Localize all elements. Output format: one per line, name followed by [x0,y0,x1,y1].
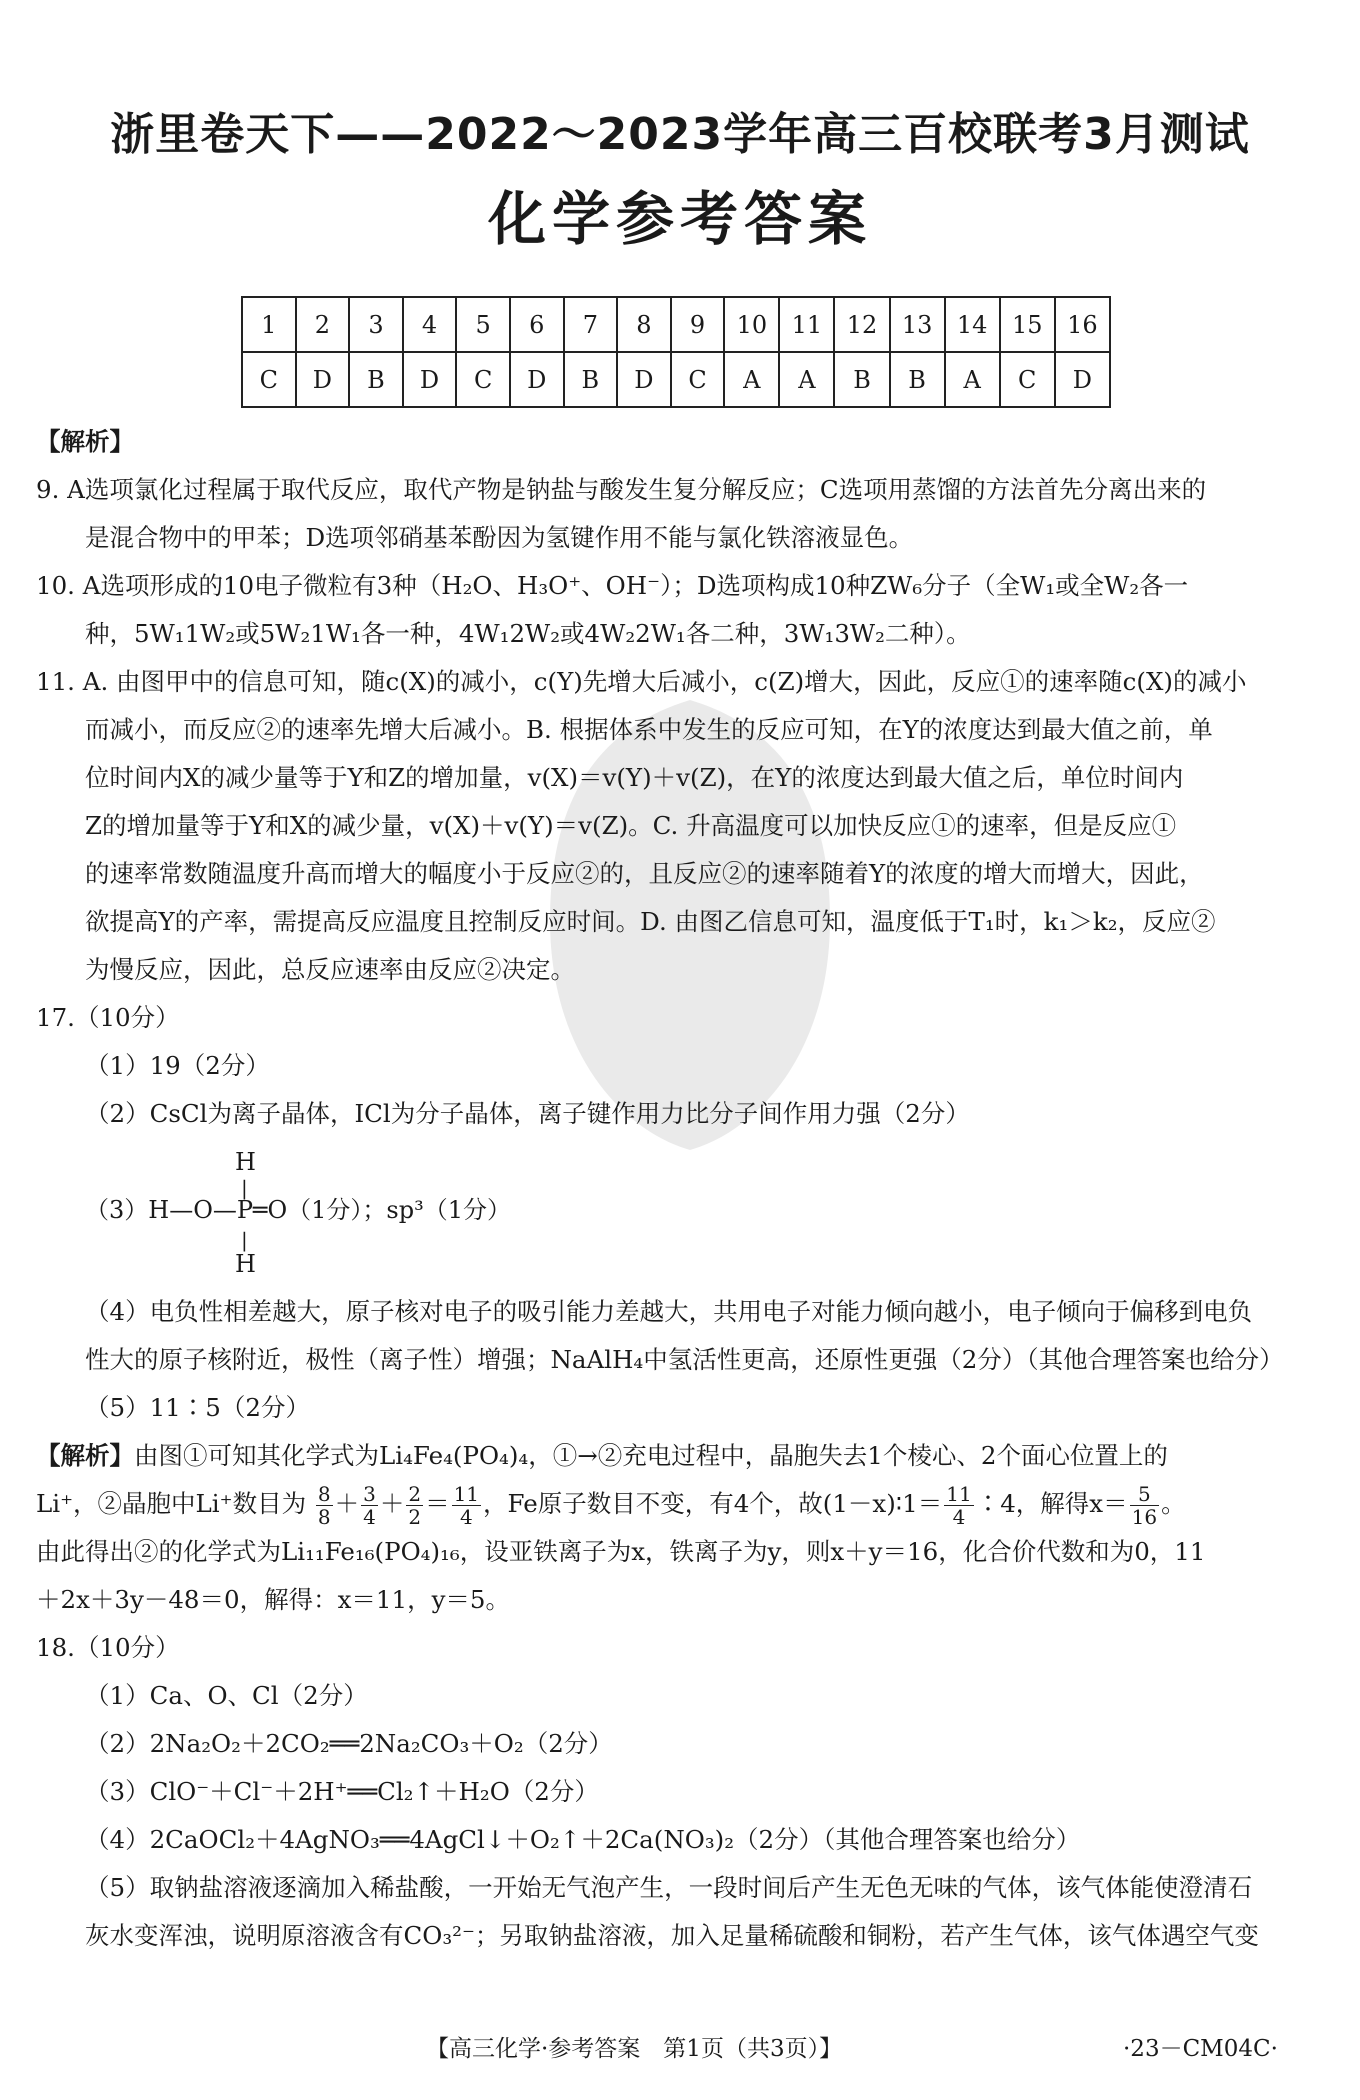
answer-table [241,296,1111,408]
answer-cell: D [296,352,350,407]
q18-answer-2: （2）2Na₂O₂＋2CO₂══2Na₂CO₃＋O₂（2分） [85,1729,613,1758]
q17-analysis-line: 由此得出②的化学式为Li₁₁Fe₁₆(PO₄)₁₆，设亚铁离子为x，铁离子为y，则x＋y＝16，化合价代数和为0，11 [36,1537,1206,1566]
fraction: $\frac{11}{4}$ [453,1482,480,1529]
footer-page-info: 【高三化学·参考答案 第1页（共3页）】 [426,2036,843,2062]
q18-heading: 18.（10分） [36,1633,180,1662]
answer-cell: D [403,352,457,407]
q17-analysis-text: 由图①可知其化学式为Li₄Fe₄(PO₄)₄，①→②充电过程中，晶胞失去1个棱心、2个面心位置上的 [134,1441,1168,1470]
q18-answer-4: （4）2CaOCl₂＋4AgNO₃══4AgCl↓＋O₂↑＋2Ca(NO₃)₂（2分）（其他合理答案也给分） [85,1825,1081,1854]
q11-line: 位时间内X的减少量等于Y和Z的增加量，v(X)＝v(Y)＋v(Z)，在Y的浓度达到最大值之后，单位时间内 [85,763,1184,792]
fraction: $\frac{2}{2}$ [408,1482,422,1529]
q11-line: 11. A. 由图甲中的信息可知，随c(X)的减小，c(Y)先增大后减小，c(Z)增大，因此，反应①的速率随c(X)的减小 [36,667,1247,696]
q10-line: 种，5W₁1W₂或5W₂1W₁各一种，4W₁2W₂或4W₂2W₁各二种，3W₁3W₂二种）。 [85,619,971,648]
q9-line: 是混合物中的甲苯；D选项邻硝基苯酚因为氢键作用不能与氯化铁溶液显色。 [85,523,914,552]
q11-line: 而减小，而反应②的速率先增大后减小。B. 根据体系中发生的反应可知，在Y的浓度达到最大值之前，单 [85,715,1213,744]
structure-h-top: H [235,1148,256,1176]
structure-bond-bottom: | [241,1228,248,1252]
q17-analysis-text: ∶4，解得x＝ [975,1489,1128,1518]
question-number: 8 [617,297,671,352]
q18-answer-5: 灰水变浑浊，说明原溶液含有CO₃²⁻；另取钠盐溶液，加入足量稀硫酸和铜粉，若产生气体，该气体遇空气变 [85,1921,1259,1950]
question-number: 15 [1000,297,1055,352]
fraction: $\frac{3}{4}$ [363,1482,376,1529]
q11-line: 欲提高Y的产率，需提高反应温度且控制反应时间。D. 由图乙信息可知，温度低于T₁时，k₁＞k₂，反应② [85,907,1216,936]
answer-cell: D [510,352,564,407]
question-number: 13 [890,297,945,352]
q17-answer-1: （1）19（2分） [85,1051,270,1080]
q17-answer-4: （4）电负性相差越大，原子核对电子的吸引能力差越大，共用电子对能力倾向越小，电子倾向于偏移到电负 [85,1297,1253,1326]
q18-answer-1: （1）Ca、O、Cl（2分） [85,1681,368,1710]
q17-heading: 17.（10分） [36,1003,180,1032]
h3po3-structure [85,1138,1326,1288]
question-number: 10 [724,297,779,352]
page-subtitle: 化学参考答案 [487,185,872,253]
q17-answer-2: （2）CsCl为离子晶体，ICl为分子晶体，离子键作用力比分子间作用力强（2分） [85,1099,970,1128]
analysis-label: 【解析】 [36,1441,134,1470]
question-number: 12 [834,297,889,352]
analysis-heading: 【解析】 [36,427,134,456]
page-title: 浙里卷天下——2022～2023学年高三百校联考3月测试 [110,109,1250,160]
answer-cell: B [834,352,889,407]
question-number: 4 [403,297,457,352]
question-number: 3 [349,297,402,352]
q17-analysis-text: 。 [1161,1489,1186,1518]
answer-table-numbers-row [242,297,1110,352]
q18-answer-3: （3）ClO⁻＋Cl⁻＋2H⁺══Cl₂↑＋H₂O（2分） [85,1777,599,1806]
q17-analysis-line [36,1432,1326,1480]
question-number: 16 [1055,297,1110,352]
question-number: 14 [945,297,1000,352]
q11-line: Z的增加量等于Y和X的减少量，v(X)＋v(Y)＝v(Z)。C. 升高温度可以加快反应①的速率，但是反应① [85,811,1177,840]
footer-code: ·23－CM04C· [1123,2036,1278,2062]
q17-analysis-text: Li⁺，②晶胞中Li⁺数目为 [36,1489,307,1518]
question-number: 2 [296,297,350,352]
answer-cell: C [671,352,725,407]
question-number: 5 [456,297,510,352]
question-number: 9 [671,297,725,352]
answer-cell: A [779,352,834,407]
structure-h-bottom: H [235,1250,256,1278]
analysis-content [36,418,1326,1960]
answer-table-answers-row [242,352,1110,407]
fraction: $\frac{11}{4}$ [946,1482,972,1529]
q17-analysis-line: Li⁺，②晶胞中Li⁺数目为 $\frac{8}{8}$ ＋ $\frac{3}{4}$ ＋ $\frac{2}{2}$ ＝ $\frac{11}{4}$ ，Fe原子数目不变，有4个，故(1－x)∶1＝ $\frac{11}{4}$ ∶4，解得x＝ $\frac{5}{16}$ 。 [36,1482,1186,1529]
q17-analysis-line: ＋2x＋3y－48＝0，解得：x＝11，y＝5。 [36,1585,511,1614]
answer-cell: A [945,352,1000,407]
answer-cell: B [564,352,617,407]
question-number: 6 [510,297,564,352]
question-number: 1 [242,297,296,352]
q17-answer-4: 性大的原子核附近，极性（离子性）增强；NaAlH₄中氢活性更高，还原性更强（2分）（其他合理答案也给分） [85,1345,1284,1374]
q18-answer-5: （5）取钠盐溶液逐滴加入稀盐酸，一开始无气泡产生，一段时间后产生无色无味的气体，该气体能使澄清石 [85,1873,1253,1902]
answer-cell: D [1055,352,1110,407]
answer-cell: D [617,352,671,407]
q11-line: 为慢反应，因此，总反应速率由反应②决定。 [85,955,575,984]
q9-line: 9. A选项氯化过程属于取代反应，取代产物是钠盐与酸发生复分解反应；C选项用蒸馏的方法首先分离出来的 [36,475,1207,504]
question-number: 11 [779,297,834,352]
answer-cell: C [242,352,296,407]
answer-cell: C [456,352,510,407]
q11-line: 的速率常数随温度升高而增大的幅度小于反应②的，且反应②的速率随着Y的浓度的增大而增大，因此， [85,859,1204,888]
answer-cell: B [890,352,945,407]
answer-cell: C [1000,352,1055,407]
q17-answer-5: （5）11∶5（2分） [85,1393,310,1422]
answer-cell: A [724,352,779,407]
question-number: 7 [564,297,617,352]
q17-analysis-text: ，Fe原子数目不变，有4个，故(1－x)∶1＝ [483,1489,943,1518]
answer-cell: B [349,352,402,407]
q10-line: 10. A选项形成的10电子微粒有3种（H₂O、H₃O⁺、OH⁻）；D选项构成10种ZW₆分子（全W₁或全W₂各一 [36,571,1189,600]
structure-bond-top: | [241,1176,248,1200]
fraction: $\frac{8}{8}$ [317,1482,331,1529]
fraction: $\frac{5}{16}$ [1131,1482,1158,1529]
q17-answer-3: （3）H—O—P═O（1分）；sp³（1分） [85,1196,511,1224]
